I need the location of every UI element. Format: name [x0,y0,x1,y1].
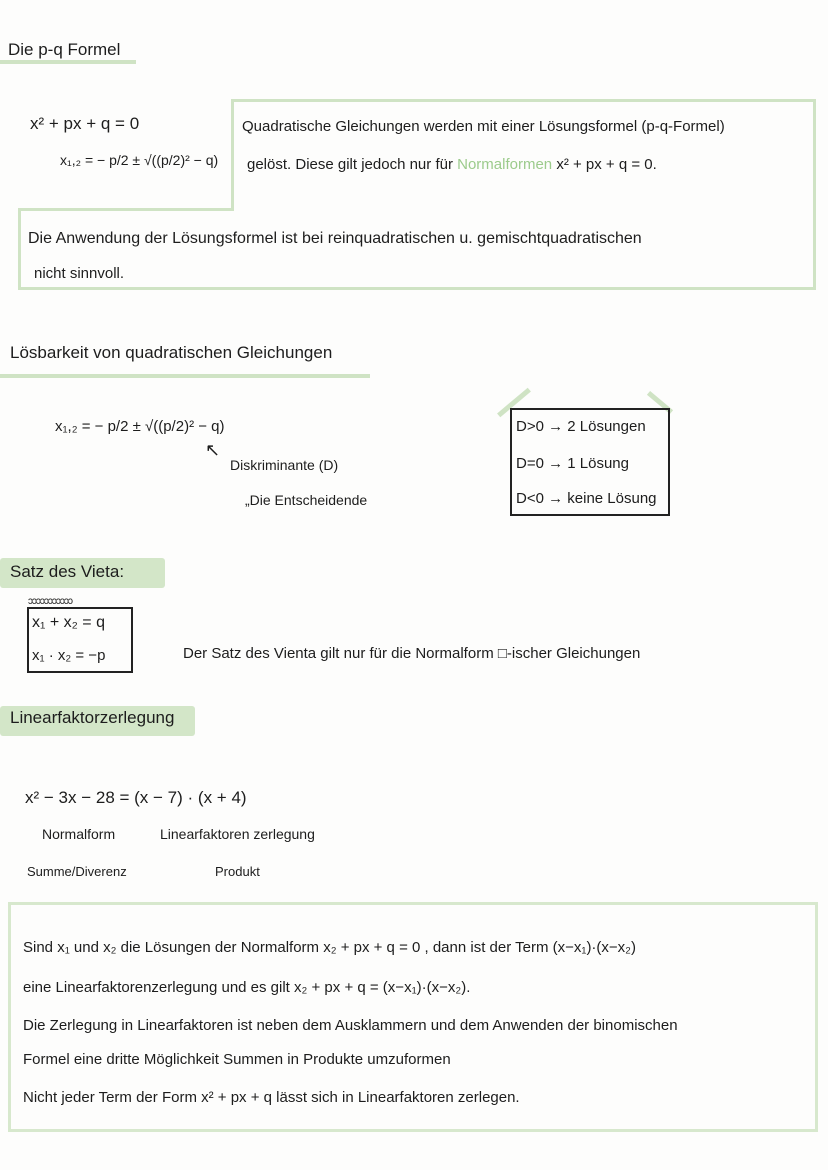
case-item: D>0 → 2 Lösungen [516,418,646,435]
vieta-rule: x₁ + x₂ = q [32,614,105,631]
highlighted-term: Normalformen [457,156,553,173]
normal-form-equation: x² + px + q = 0 [30,114,140,133]
label-normalform: Normalform [42,826,116,842]
box-border [231,99,234,211]
summary-line: Die Zerlegung in Linearfaktoren ist neben dem Ausklammern und dem Anwenden der binomischen [23,1017,678,1034]
box-border [18,287,816,290]
title-underline [0,60,136,64]
section-title-vieta: Satz des Vieta: [10,562,125,581]
spiral-decoration: ɔɔɔɔɔɔɔɔɔɔɔ [28,596,72,607]
title-underline [0,374,370,378]
label-linearfaktoren: Linearfaktoren zerlegung [160,826,315,842]
vieta-note: Der Satz des Vienta gilt nur für die Normalform □-ischer Gleichungen [183,645,641,662]
discriminant-cases-box [510,408,670,516]
section-title-loesbarkeit: Lösbarkeit von quadratischen Gleichungen [10,343,333,362]
box-border [18,208,233,211]
label-summe: Summe/Diverenz [27,864,127,879]
vieta-rules-box [27,607,133,673]
summary-line: Nicht jeder Term der Form x² + px + q lässt sich in Linearfaktoren zerlegen. [23,1089,520,1106]
summary-box [8,902,818,1132]
example-equation: x² − 3x − 28 = (x − 7) · (x + 4) [25,788,247,807]
case-item: D<0 → keine Lösung [516,490,657,507]
case-item: D=0 → 1 Lösung [516,455,629,472]
summary-line: Sind x₁ und x₂ die Lösungen der Normalform x₂ + px + q = 0 , dann ist der Term (x−x₁)·(x−x₂) [23,939,637,956]
label-produkt: Produkt [215,864,260,879]
note-line: nicht sinnvoll. [34,265,125,282]
box-text-line [247,156,657,173]
pq-formula: x₁,₂ = − p/2 ± √((p/2)² − q) [55,418,225,435]
summary-line: eine Linearfaktorenzerlegung und es gilt x₂ + px + q = (x−x₁)·(x−x₂). [23,979,471,996]
note-line: Die Anwendung der Lösungsformel ist bei reinquadratischen u. gemischtquadratischen [28,230,642,247]
box-border [813,99,816,289]
text: gelöst. Diese gilt jedoch nur für [247,156,453,173]
discriminant-label: Diskriminante (D) [230,457,339,473]
equation: x² + px + q = 0. [556,156,657,173]
box-border [232,99,816,102]
discriminant-sublabel: „Die Entscheidende [245,492,368,508]
vieta-rule: x₁ · x₂ = −p [32,647,106,664]
summary-line: Formel eine dritte Möglichkeit Summen in Produkte umzuformen [23,1051,451,1068]
box-text-line: Quadratische Gleichungen werden mit einer Lösungsformel (p-q-Formel) [242,118,725,135]
section-title-linearfaktor: Linearfaktorzerlegung [10,708,175,727]
pq-formula: x₁,₂ = − p/2 ± √((p/2)² − q) [60,152,219,168]
box-border [18,208,21,290]
section-title-pq-formel: Die p-q Formel [8,40,121,59]
arrow-icon: ↖ [205,440,221,460]
